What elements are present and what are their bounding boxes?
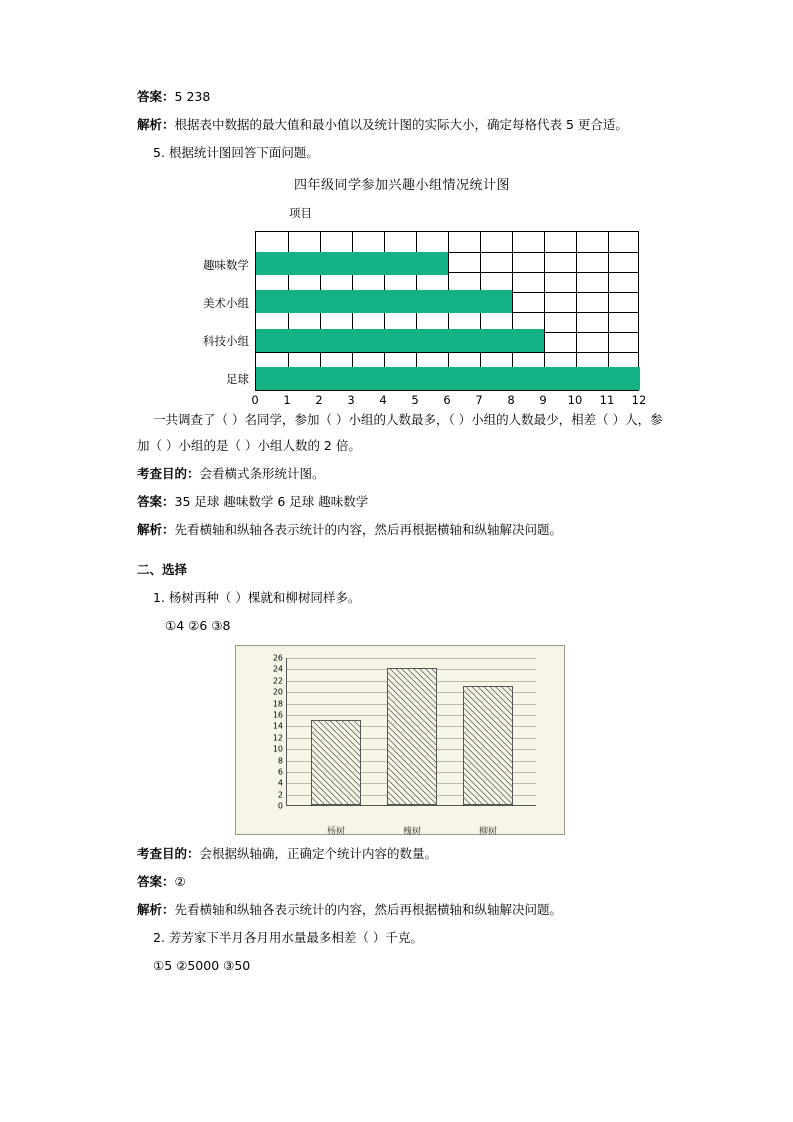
chart-1 <box>137 203 667 407</box>
chart-2-gridline <box>287 658 536 659</box>
chart-1-xtick: 10 <box>567 393 583 407</box>
chart-1-xtick: 1 <box>283 393 291 407</box>
chart-2-ytick: 8 <box>277 756 283 765</box>
purpose-label: 考查目的： <box>137 846 200 861</box>
chart-2-ytick: 0 <box>277 801 283 811</box>
answer-value: ② <box>174 874 186 889</box>
chart-1-gridline <box>256 352 638 353</box>
chart-1-category-label: 足球 <box>226 372 249 386</box>
chart-1-xtick: 8 <box>507 393 515 407</box>
analysis-label: 解析： <box>137 522 175 537</box>
chart-1-xtick: 3 <box>347 393 355 407</box>
purpose-text: 会看横式条形统计图。 <box>199 466 325 481</box>
answer-line-1 <box>137 84 667 110</box>
chart-1-xtick: 12 <box>631 393 647 407</box>
answer-label: 答案： <box>137 89 175 104</box>
chart-1-xtick: 0 <box>251 393 259 407</box>
chart-2-ytick: 10 <box>272 744 283 754</box>
answer-value: 5 238 <box>174 89 211 104</box>
question-5 <box>137 140 667 166</box>
chart-2-ytick: 24 <box>272 664 283 674</box>
chart-1-xtick: 5 <box>411 393 419 407</box>
purpose-line-1 <box>137 461 667 487</box>
chart-1-xtick: 11 <box>599 393 615 407</box>
purpose-label: 考查目的： <box>137 466 200 481</box>
chart-1-xtick: 6 <box>443 393 451 407</box>
choice-question-1: 1. 杨树再种（ ）棵就和柳树同样多。 <box>153 590 361 605</box>
chart-2-ytick: 4 <box>277 778 283 788</box>
analysis-line-2 <box>137 517 667 543</box>
document-content <box>137 84 667 981</box>
chart-1-bar <box>256 252 448 275</box>
question-5-body: 一共调查了（ ）名同学，参加（ ）小组的人数最多，（ ）小组的人数最少，相差（ ）人，参加（ ）小组的是（ ）小组人数的 2 倍。 <box>137 412 663 453</box>
chart-2-bar <box>463 686 513 806</box>
analysis-line-1 <box>137 112 667 138</box>
chart-2-plot-area <box>272 653 536 837</box>
chart-1-category-label: 趣味数学 <box>203 258 249 272</box>
chart-2-ytick: 6 <box>277 767 283 777</box>
answer-line-3 <box>137 869 667 895</box>
chart-1-bar <box>256 290 512 313</box>
chart-1-ylabel: 项目 <box>289 206 312 220</box>
chart-2-bar <box>387 668 437 805</box>
analysis-text: 先看横轴和纵轴各表示统计的内容，然后再根据横轴和纵轴解决问题。 <box>174 522 563 537</box>
chart-2-ytick: 2 <box>277 790 283 800</box>
section-heading-2: 二、选择 <box>137 562 188 577</box>
answer-label: 答案： <box>137 494 175 509</box>
chart-1-xtick: 9 <box>539 393 547 407</box>
chart-1-bar <box>256 367 640 390</box>
purpose-line-2 <box>137 841 667 867</box>
chart-2-ytick: 20 <box>272 687 283 697</box>
chart-2-category-label: 槐树 <box>402 827 422 837</box>
purpose-text: 会根据纵轴确，正确定个统计内容的数量。 <box>199 846 438 861</box>
chart-1-xtick: 7 <box>475 393 483 407</box>
chart-1-bar <box>256 329 544 352</box>
chart-1-category-label: 科技小组 <box>203 334 249 348</box>
chart-1-container <box>137 174 667 407</box>
answer-label: 答案： <box>137 874 175 889</box>
chart-2 <box>235 645 565 835</box>
chart-2-ytick: 14 <box>272 721 283 731</box>
chart-2-ytick: 22 <box>272 676 283 686</box>
choice-question-2: 2. 芳芳家下半月各月用水量最多相差（ ）千克。 <box>153 930 423 945</box>
chart-1-xtick: 4 <box>379 393 387 407</box>
chart-2-ytick: 26 <box>272 653 283 663</box>
analysis-line-3 <box>137 897 667 923</box>
answer-line-2 <box>137 489 667 515</box>
analysis-text: 先看横轴和纵轴各表示统计的内容，然后再根据横轴和纵轴解决问题。 <box>174 902 563 917</box>
analysis-label: 解析： <box>137 117 175 132</box>
chart-2-category-label: 柳树 <box>478 827 498 837</box>
choice-question-2-options: ①5 ②5000 ③50 <box>153 958 251 973</box>
chart-2-ytick: 18 <box>272 699 283 708</box>
chart-1-category-label: 美术小组 <box>203 296 249 310</box>
chart-1-plot-area <box>255 231 639 391</box>
analysis-label: 解析： <box>137 902 175 917</box>
choice-question-1-options: ①4 ②6 ③8 <box>165 618 231 633</box>
chart-1-title: 四年级同学参加兴趣小组情况统计图 <box>293 178 510 193</box>
chart-2-bar <box>311 720 361 805</box>
chart-2-container <box>137 645 667 835</box>
analysis-text: 根据表中数据的最大值和最小值以及统计图的实际大小，确定每格代表 5 更合适。 <box>174 117 628 132</box>
question-5-text: 5. 根据统计图回答下面问题。 <box>153 145 319 160</box>
chart-1-xtick: 2 <box>315 393 323 407</box>
chart-2-ytick: 12 <box>272 733 283 743</box>
answer-value: 35 足球 趣味数学 6 足球 趣味数学 <box>174 494 369 509</box>
chart-2-ytick: 16 <box>272 710 283 720</box>
chart-2-category-label: 杨树 <box>326 827 346 837</box>
